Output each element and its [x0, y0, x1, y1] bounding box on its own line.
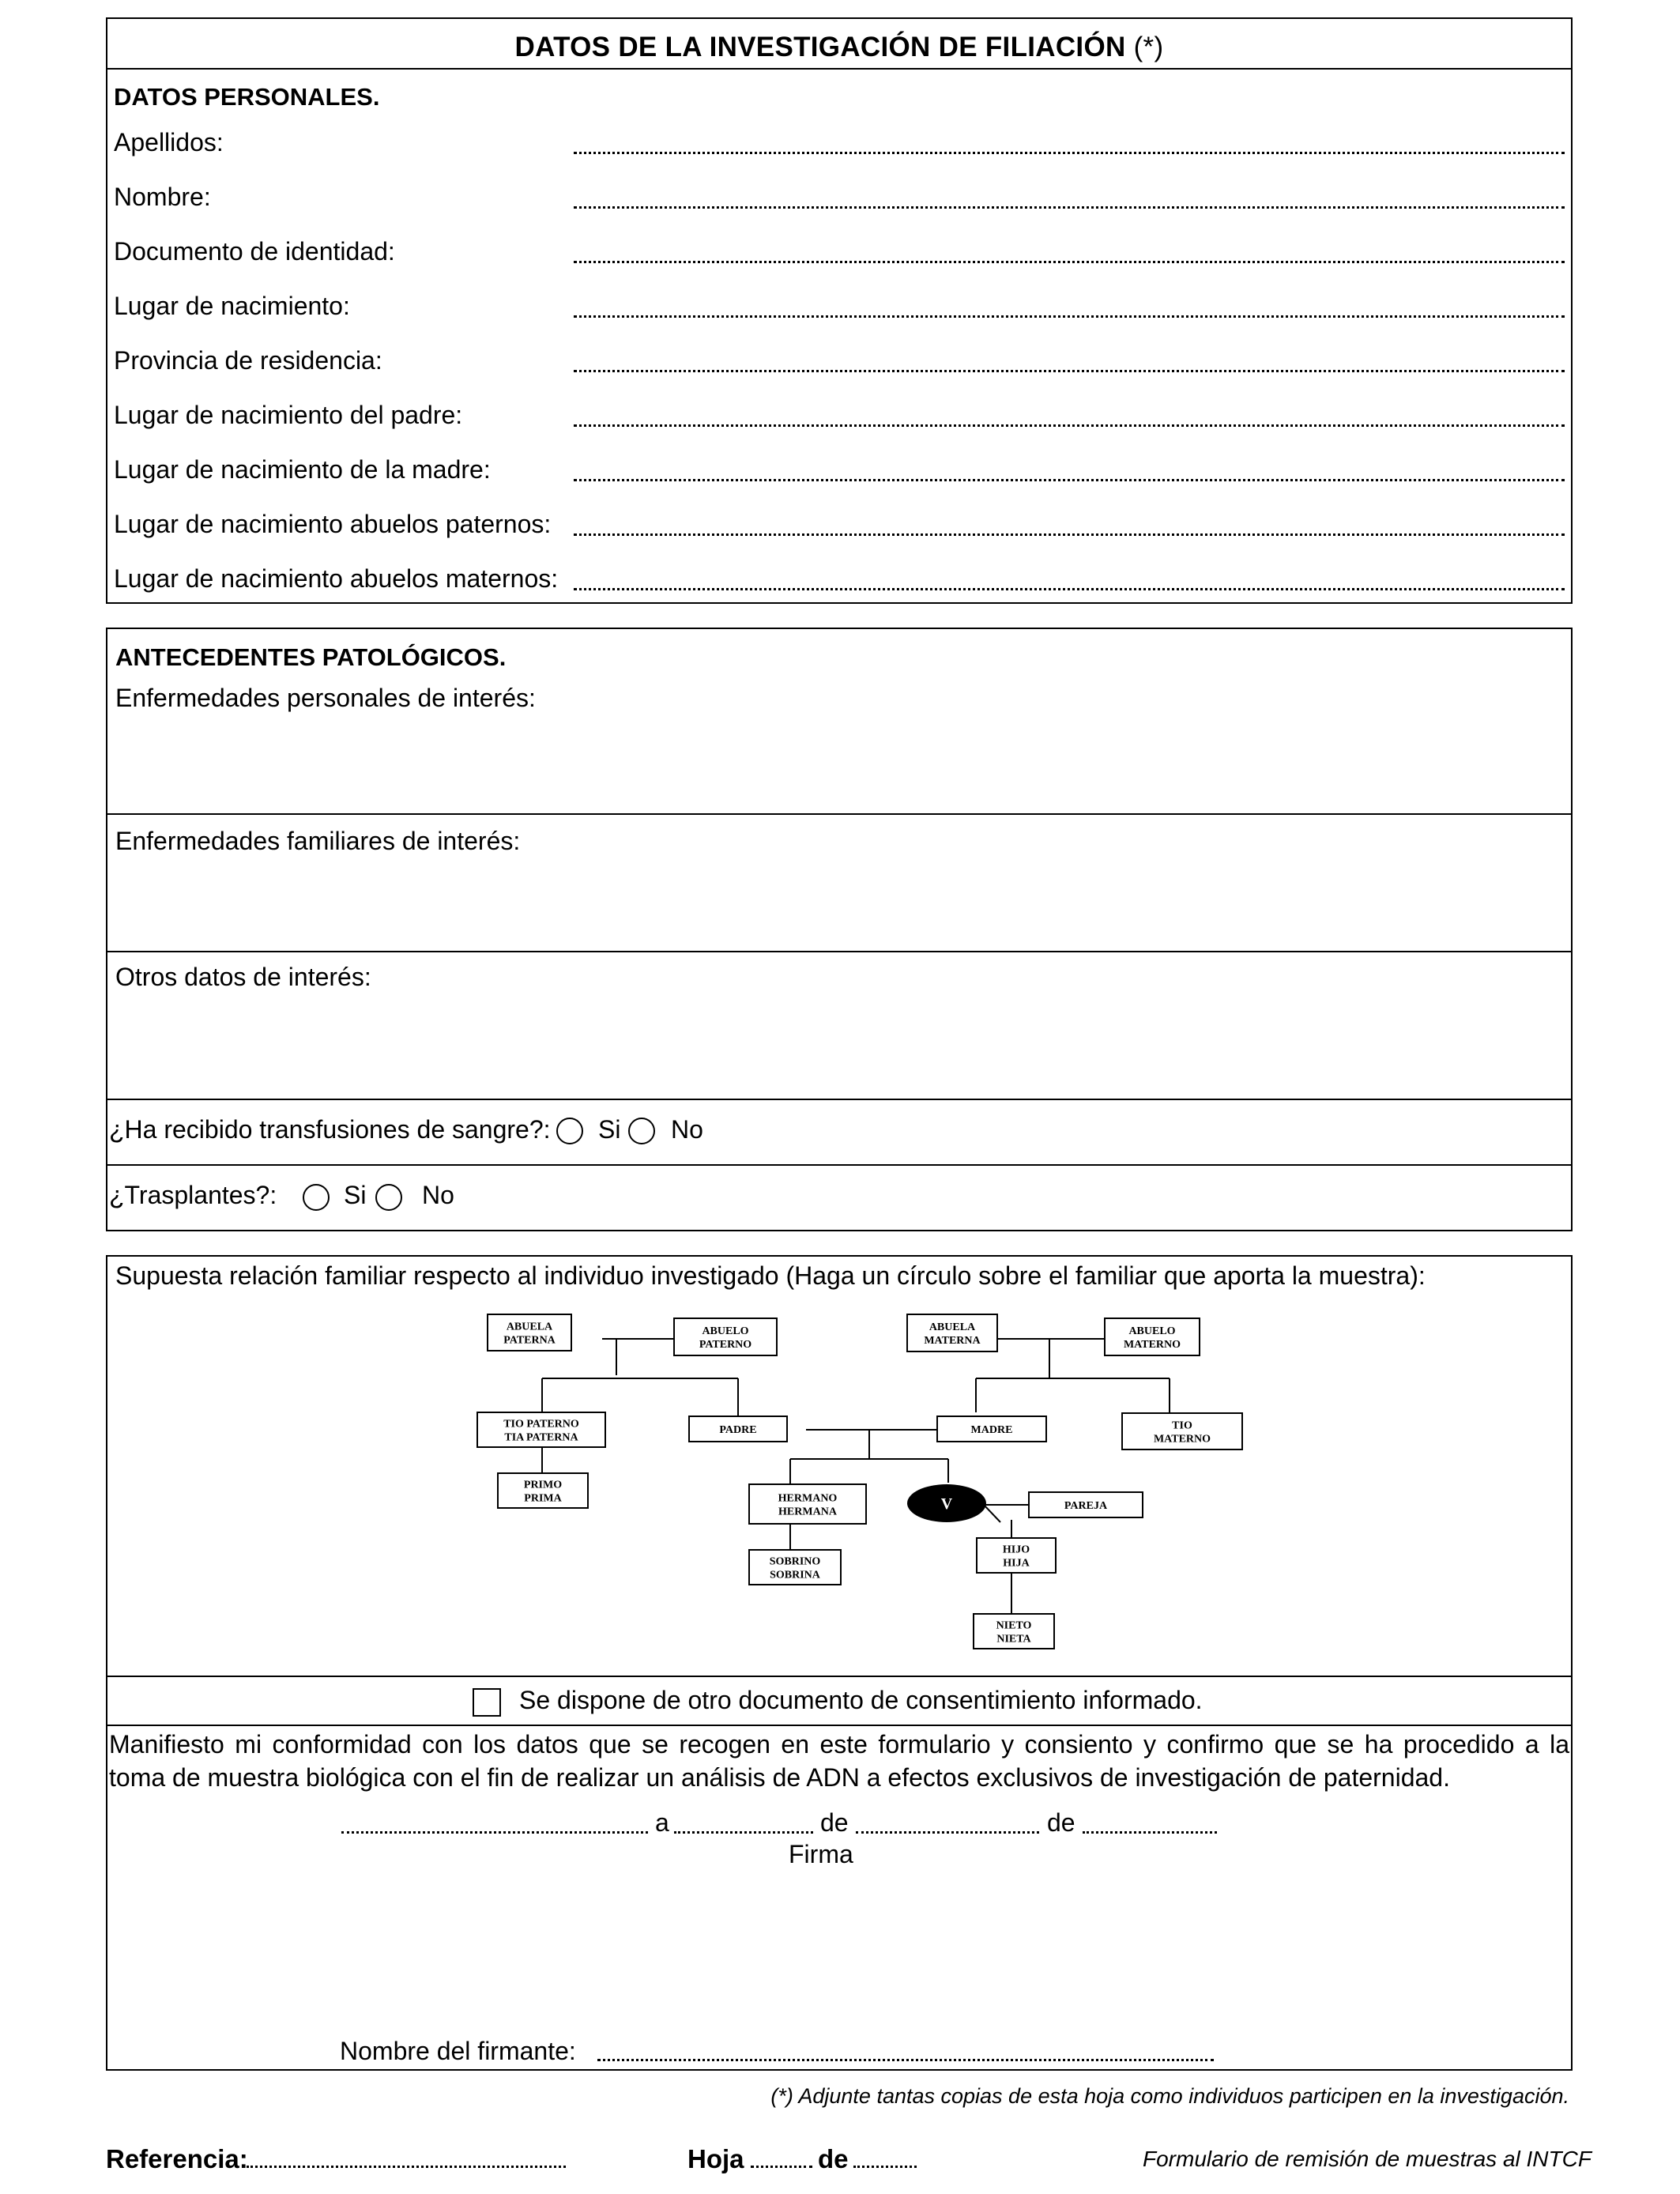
- consent-document-label: Se dispone de otro documento de consentimiento informado.: [519, 1686, 1203, 1714]
- transfusions-no-radio[interactable]: [628, 1118, 655, 1144]
- tree-node-label: HERMANO: [778, 1492, 838, 1505]
- signer-name-field[interactable]: [597, 2059, 1214, 2061]
- transfusions-no-label: No: [671, 1115, 703, 1144]
- personal-field-input[interactable]: [574, 315, 1565, 318]
- transplants-question: ¿Trasplantes?:: [109, 1181, 277, 1209]
- tree-node-label: PRIMA: [524, 1492, 562, 1505]
- consent-statement-line2: toma de muestra biológica con el fin de realizar un análisis de ADN a efectos exclusivos de investigación de paternidad.: [109, 1763, 1450, 1792]
- tree-node-individual[interactable]: [907, 1484, 986, 1522]
- date-de2-label: de: [1047, 1808, 1075, 1837]
- personal-field-input[interactable]: [574, 370, 1565, 372]
- tree-node-pareja[interactable]: [1029, 1492, 1143, 1517]
- tree-node-label: MATERNA: [924, 1335, 981, 1347]
- tree-node-label: ABUELA: [929, 1321, 976, 1333]
- personal-field-label: Lugar de nacimiento abuelos maternos:: [114, 564, 559, 593]
- signature-label: Firma: [789, 1840, 853, 1868]
- page-title-text: DATOS DE LA INVESTIGACIÓN DE FILIACIÓN: [514, 32, 1126, 62]
- other-data-field[interactable]: [107, 1002, 1571, 1097]
- tree-node-nieto[interactable]: [974, 1614, 1054, 1649]
- sheet-of-label: de: [818, 2144, 849, 2173]
- family-tree-nodes: [477, 1314, 1242, 1649]
- tree-node-label: PATERNA: [503, 1334, 556, 1347]
- tree-node-abuelo-materno[interactable]: [1105, 1318, 1200, 1355]
- tree-node-hermano[interactable]: [749, 1484, 866, 1524]
- tree-node-padre[interactable]: [689, 1416, 787, 1442]
- personal-field-input[interactable]: [574, 152, 1565, 154]
- personal-field-label: Lugar de nacimiento:: [114, 292, 350, 320]
- divider-personal-family: [106, 813, 1573, 815]
- tree-node-label: TIO: [1172, 1419, 1192, 1432]
- personal-field-label: Lugar de nacimiento del padre:: [114, 401, 463, 429]
- personal-field-input[interactable]: [574, 261, 1565, 263]
- reference-label: Referencia:: [106, 2144, 248, 2173]
- transfusions-yes-label: Si: [598, 1115, 621, 1144]
- transplants-no-label: No: [422, 1181, 454, 1209]
- tree-node-label: NIETA: [996, 1633, 1031, 1646]
- tree-node-label: SOBRINA: [770, 1569, 820, 1581]
- family-diseases-label: Enfermedades familiares de interés:: [115, 827, 521, 855]
- tree-node-sobrino[interactable]: [749, 1550, 841, 1585]
- personal-field-input[interactable]: [574, 533, 1565, 536]
- personal-field-label: Lugar de nacimiento de la madre:: [114, 455, 491, 484]
- personal-field-input[interactable]: [574, 479, 1565, 481]
- transfusions-yes-radio[interactable]: [556, 1118, 583, 1144]
- tree-node-label: HIJO: [1002, 1544, 1030, 1556]
- personal-field-label: Apellidos:: [114, 128, 224, 156]
- tree-node-label: TIO PATERNO: [503, 1418, 579, 1431]
- tree-node-label: HIJA: [1003, 1557, 1030, 1570]
- divider-consent-statement: [106, 1725, 1573, 1726]
- tree-node-label: TIA PATERNA: [504, 1431, 578, 1444]
- month-field[interactable]: [856, 1831, 1039, 1834]
- tree-node-hijo[interactable]: [977, 1538, 1056, 1573]
- consent-document-checkbox[interactable]: [473, 1688, 501, 1717]
- tree-node-label: ABUELA: [506, 1321, 553, 1333]
- tree-node-label: NIETO: [996, 1619, 1032, 1632]
- sheet-total-field[interactable]: [853, 2166, 917, 2168]
- tree-node-primo[interactable]: [498, 1473, 588, 1508]
- tree-node-label: PRIMO: [523, 1479, 563, 1491]
- day-field[interactable]: [674, 1831, 813, 1834]
- tree-node-abuela-paterna[interactable]: [488, 1314, 571, 1351]
- tree-node-madre[interactable]: [937, 1416, 1046, 1442]
- tree-node-label: PAREJA: [1064, 1500, 1108, 1512]
- reference-field[interactable]: [247, 2166, 566, 2168]
- tree-node-label: ABUELO: [1128, 1325, 1176, 1337]
- divider-tree-consent: [106, 1676, 1573, 1677]
- sheet-number-field[interactable]: [751, 2166, 812, 2168]
- tree-node-label: HERMANA: [778, 1506, 837, 1518]
- family-tree-connectors: [542, 1339, 1170, 1614]
- personal-field-input[interactable]: [574, 588, 1565, 590]
- other-data-label: Otros datos de interés:: [115, 963, 371, 991]
- year-field[interactable]: [1083, 1831, 1217, 1834]
- tree-node-label: PATERNO: [699, 1339, 752, 1351]
- relation-prompt: Supuesta relación familiar respecto al individuo investigado (Haga un círculo sobre el familiar que aporta la muestra):: [115, 1261, 1426, 1290]
- divider-family-other: [106, 951, 1573, 952]
- tree-node-abuelo-paterno[interactable]: [674, 1318, 777, 1355]
- divider-other-transfusions: [106, 1099, 1573, 1100]
- transplants-no-radio[interactable]: [375, 1184, 402, 1211]
- tree-node-label: MATERNO: [1123, 1339, 1181, 1351]
- date-de1-label: de: [820, 1808, 849, 1837]
- personal-diseases-field[interactable]: [107, 723, 1571, 812]
- tree-node-label: MADRE: [970, 1424, 1013, 1436]
- antecedentes-heading: ANTECEDENTES PATOLÓGICOS.: [115, 643, 507, 671]
- divider-transfusions-transplants: [106, 1164, 1573, 1166]
- personal-field-label: Nombre:: [114, 183, 211, 211]
- place-field[interactable]: [341, 1831, 648, 1834]
- consent-statement-line1: Manifiesto mi conformidad con los datos que se recogen en este formulario y consiento y confirmo que se ha procedido a la: [109, 1730, 1569, 1759]
- transplants-yes-label: Si: [344, 1181, 367, 1209]
- tree-node-label: MATERNO: [1153, 1433, 1211, 1446]
- transfusions-question: ¿Ha recibido transfusiones de sangre?:: [109, 1115, 551, 1144]
- date-a-label: a: [655, 1808, 669, 1837]
- footnote: (*) Adjunte tantas copias de esta hoja como individuos participen en la investigación.: [770, 2084, 1569, 2108]
- personal-field-label: Provincia de residencia:: [114, 346, 382, 375]
- tree-node-label: SOBRINO: [769, 1555, 821, 1568]
- signer-name-label: Nombre del firmante:: [340, 2037, 576, 2065]
- personal-field-input[interactable]: [574, 424, 1565, 427]
- family-diseases-field[interactable]: [107, 866, 1571, 950]
- tree-node-label: PADRE: [719, 1424, 757, 1436]
- form-name: Formulario de remisión de muestras al INTCF: [1143, 2147, 1591, 2171]
- personal-diseases-label: Enfermedades personales de interés:: [115, 684, 536, 712]
- family-tree-diagram: [0, 1296, 1680, 1707]
- signature-area[interactable]: [340, 1881, 1225, 2023]
- personal-field-input[interactable]: [574, 206, 1565, 209]
- page-title: [106, 32, 1573, 63]
- transplants-yes-radio[interactable]: [303, 1184, 330, 1211]
- personal-field-label: Documento de identidad:: [114, 237, 395, 266]
- tree-node-tio-materno[interactable]: [1122, 1413, 1242, 1449]
- personal-heading: DATOS PERSONALES.: [114, 83, 380, 111]
- tree-node-tio-paterno[interactable]: [477, 1412, 605, 1447]
- tree-node-label: ABUELO: [702, 1325, 749, 1337]
- personal-field-label: Lugar de nacimiento abuelos paternos:: [114, 510, 552, 538]
- title-footnote-mark: (*): [1133, 32, 1164, 62]
- title-divider: [106, 68, 1573, 70]
- sheet-label: Hoja: [687, 2144, 744, 2173]
- individual-label: V: [940, 1495, 953, 1513]
- tree-node-abuela-materna[interactable]: [907, 1314, 997, 1351]
